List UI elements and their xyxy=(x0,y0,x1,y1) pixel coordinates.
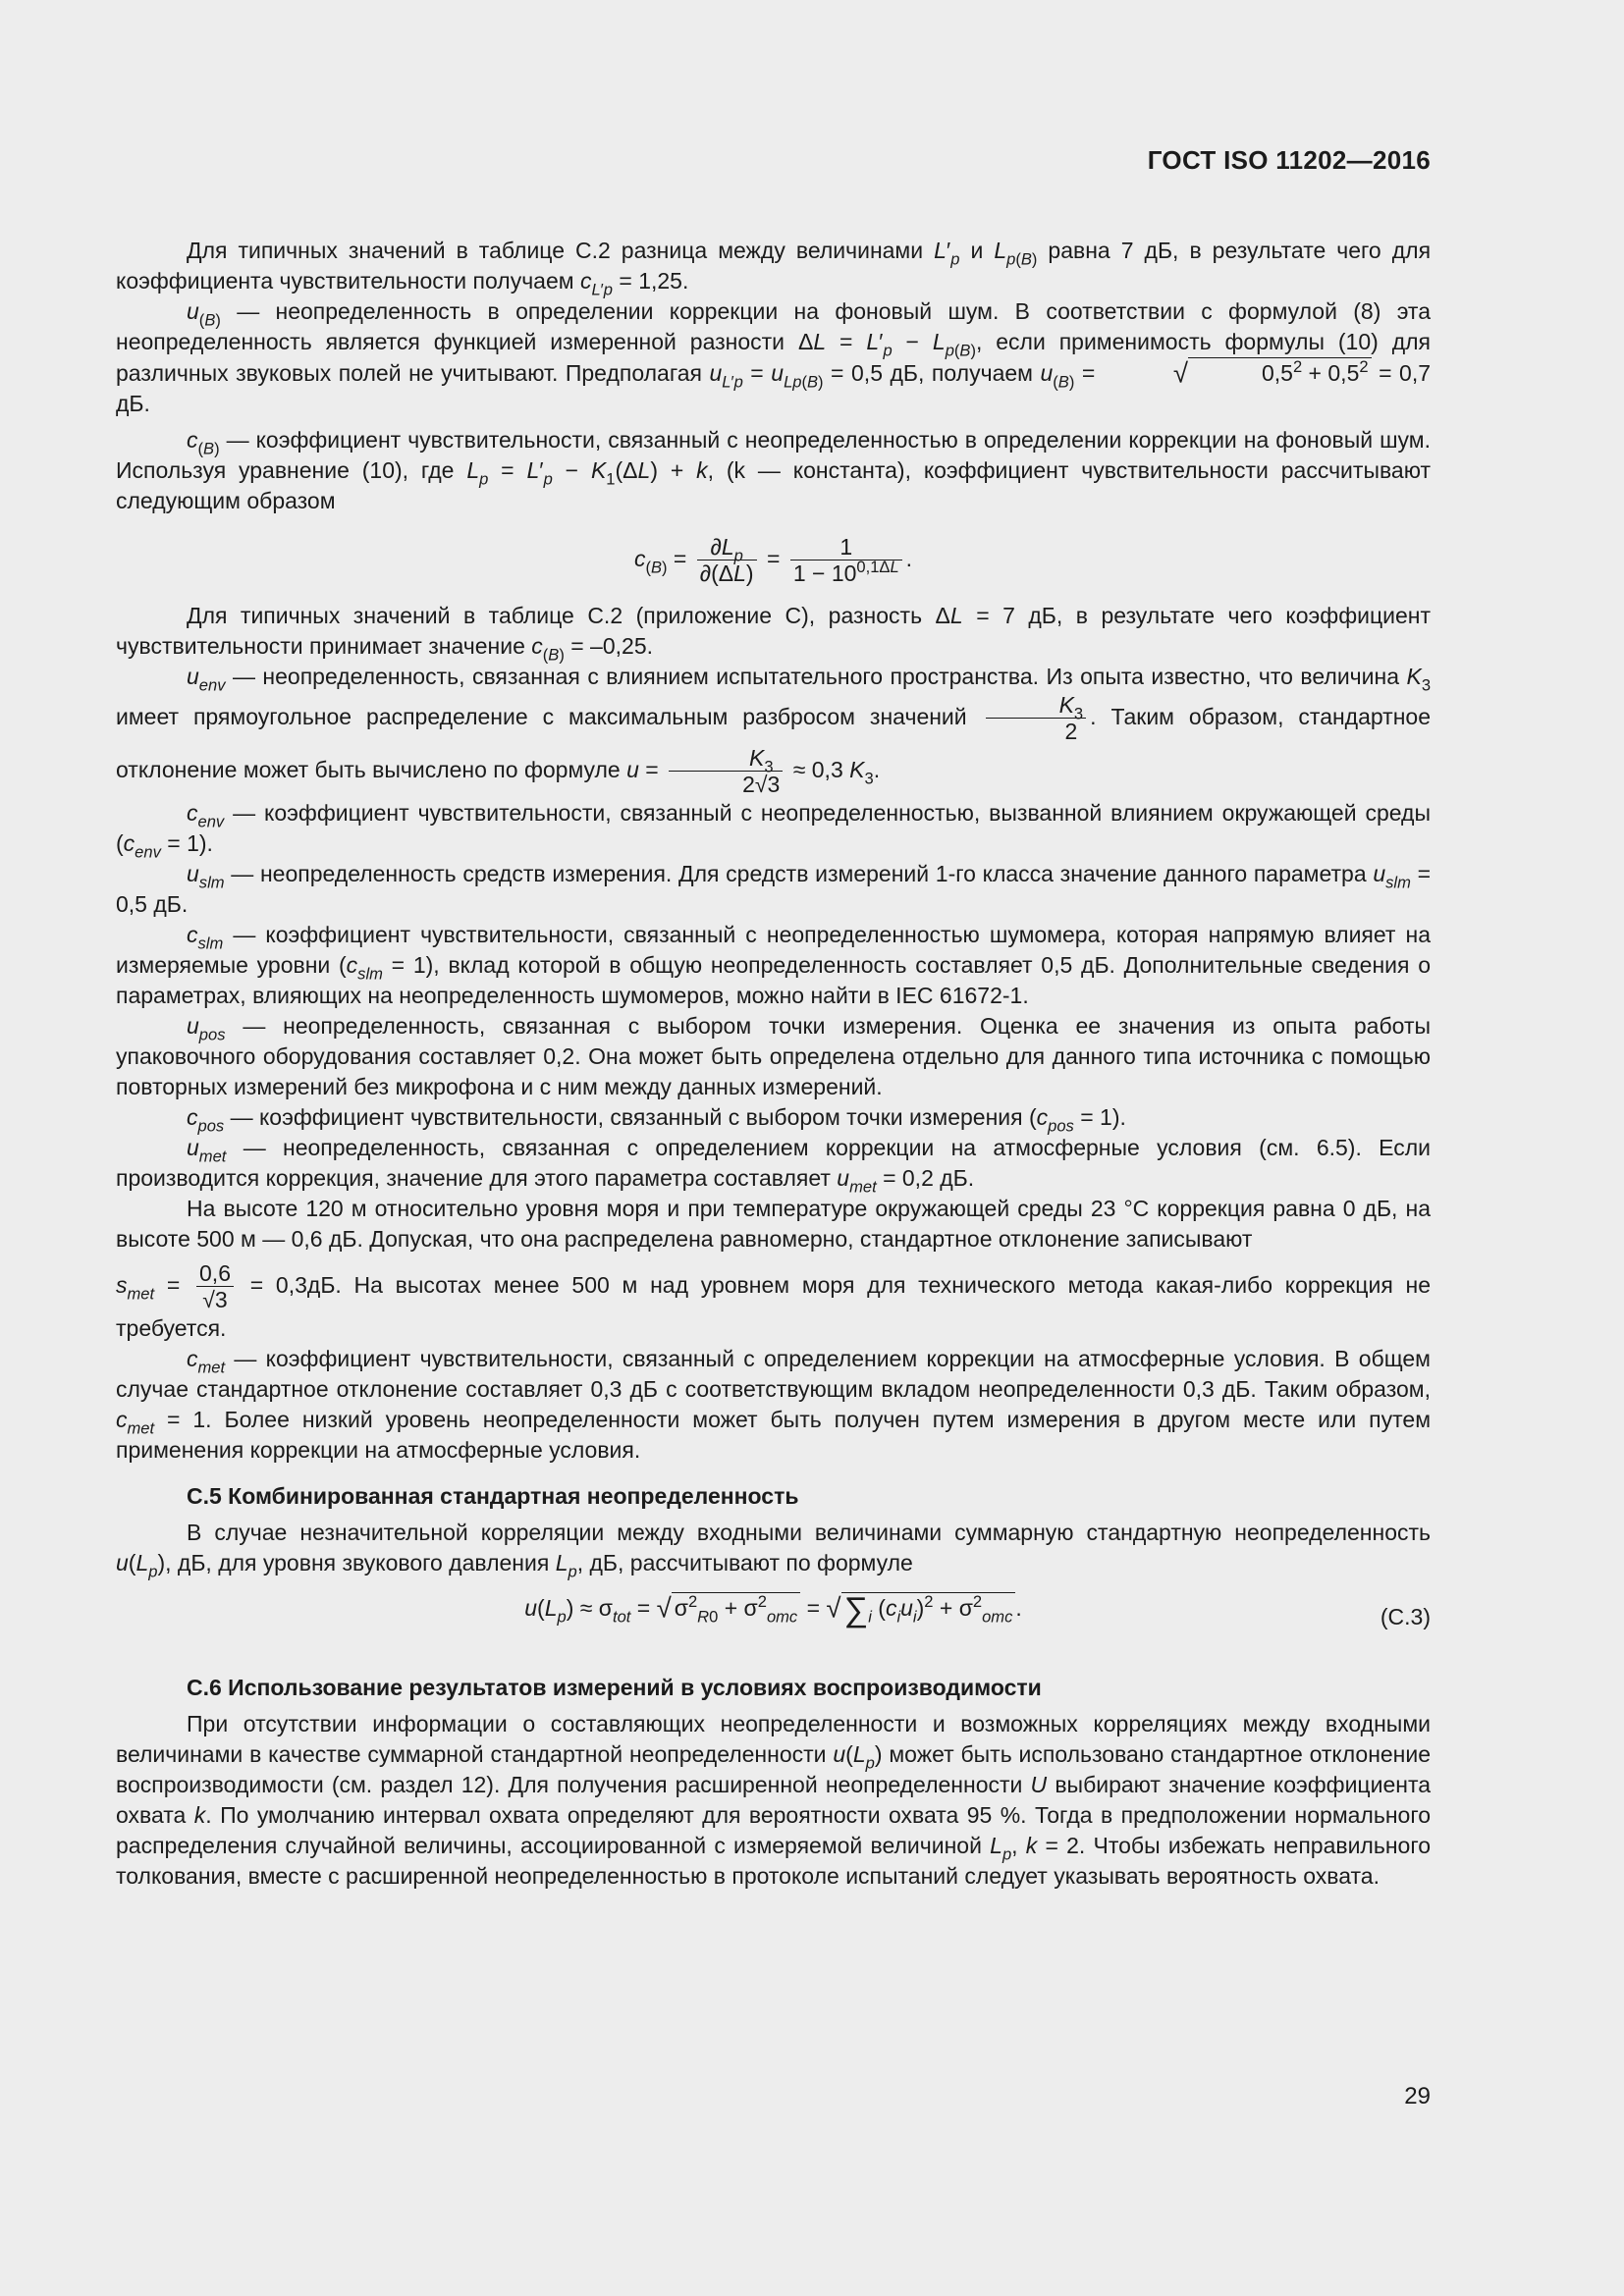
document-content xyxy=(116,236,1431,1892)
paragraph-s-met: $s_{met}$ = $\frac{0,6}{√3}$ = 0,3дБ. На высотах менее 500 м над уровнем моря для технического метода какая-либо коррекция не требуется. xyxy=(116,1259,1432,1341)
section-c5-paragraph: В случае незначительной корреляции между входными величинами суммарную стандартную неопределенность $u(L_p)$, дБ, для уровня звукового давления $L_p$, дБ, рассчитывают по формуле xyxy=(116,1519,1431,1580)
paragraph-u-slm: $u_{slm}$ — неопределенность средств измерения. Для средств измерений 1-го класса значение данного параметра $u_{slm} = 0,5$ дБ. xyxy=(116,860,1432,917)
paragraph-u-met: $u_{met}$ — неопределенность, связанная с определением коррекции на атмосферные условия (см. 6.5). Если производится коррекция, значение для этого параметра составляет $u_{met} = 0,2$ дБ. xyxy=(116,1134,1432,1196)
paragraph-c-slm: $c_{slm}$ — коэффициент чувствительности, связанный с неопределенностью шумомера, которая напрямую влияет на измеряемые уровни $(c_{slm} = 1)$, вклад которой в общую неопределенность составляет 0,5 дБ. Дополнительные сведения о параметрах, влияющих на неопределенность шумомеров, можно найти в IEC 61672-1. xyxy=(116,921,1432,1008)
section-c6-title: С.6 Использование результатов измерений в условиях воспроизводимости xyxy=(187,1674,1042,1700)
paragraph-c-met: $c_{met}$ — коэффициент чувствительности, связанный с определением коррекции на атмосферные условия. В общем случае стандартное отклонение составляет 0,3 дБ с соответствующим вкладом неопределенности 0,3 дБ. Таким образом, $c_{met} = 1$. Более низкий уровень неопределенности может быть получен путем измерения в другом месте или путем применения коррекции на атмосферные условия. xyxy=(116,1345,1432,1463)
paragraph-altitude: На высоте 120 м относительно уровня моря и при температуре окружающей среды 23 °С коррекция равна 0 дБ, на высоте 500 м — 0,6 дБ. Допуская, что она распределена равномерно, стандартное отклонение записывают xyxy=(116,1195,1431,1252)
paragraph-u-pos: $u_{pos}$ — неопределенность, связанная с выбором точки измерения. Оценка ее значения из опыта работы упаковочного оборудования составляет 0,2. Она может быть определена отдельно для данного типа источника с помощью повторных измерений без микрофона и с ним между данных измерений. xyxy=(116,1012,1432,1099)
paragraph-c-lp: Для типичных значений в таблице С.2 разница между величинами $L'_p$ и $L_{p(B)}$ равна 7 дБ, в результате чего для коэффициента чувствительности получаем $c_{L'p} = 1,25$. xyxy=(116,238,1432,299)
document-header: ГОСТ ISO 11202—2016 xyxy=(1147,145,1431,175)
paragraph-c-b: $c_{(B)}$ — коэффициент чувствительности, связанный с неопределенностью в определении коррекции на фоновый шум. Используя уравнение (10), где $L_p = L'_p - K_1(\Delta L) + k$, (k — константа), коэффициент чувствительности рассчитывают следующим образом xyxy=(116,427,1432,513)
paragraph-typical-values: Для типичных значений в таблице С.2 (приложение С), разность ΔL = 7 дБ, в результате чего коэффициент чувствительности принимает значение $c_{(B)} = -0,25$. xyxy=(116,602,1432,665)
section-c5-title: С.5 Комбинированная стандартная неопределенность xyxy=(187,1482,799,1509)
paragraph-u-env: $u_{env}$ — неопределенность, связанная с влиянием испытательного пространства. Из опыта известно, что величина $K_3$ имеет прямоугольное распределение с максимальным разбросом значений $\frac{K_3}{2}$ . Таким образом, стандартное отклонение может быть вычислено по формуле u = $\frac{K_3}{2√3}$ ≈ 0,3 $K_3$. xyxy=(116,663,1432,798)
paragraph-u-b: $u_{(B)}$ — неопределенность в определении коррекции на фоновый шум. В соответствии с формулой (8) эта неопределенность является функцией измеренной разности $\Delta L = L'_p - L_{p(B)}$, если применимость формулы (10) для различных звуковых полей не учитывают. Предполагая $u_{L'p} = u_{Lp(B)} = 0,5$ дБ, получаем $u_{(B)}$ = √ $0,5^2 + 0,5^2 = 0,7$ дБ. xyxy=(116,298,1431,416)
formula-c-b: $c_{(B)}$ = $\frac{\partial L_p}{\partial(\Delta L)}$ = $\frac{1}{1 - 10^{0,1\Delta L}}$ . xyxy=(633,534,913,587)
section-c6-paragraph: При отсутствии информации о составляющих неопределенности и возможных корреляциях между входными величинами в качестве суммарной стандартной неопределенности $u(L_p)$ может быть использовано стандартное отклонение воспроизводимости (см. раздел 12). Для получения расширенной неопределенности U выбирают значение коэффициента охвата k. По умолчанию интервал охвата определяют для вероятности охвата 95 %. Тогда в предположении нормального распределения случайной величины, ассоциированной с измеряемой величиной $L_p$, k = 2. Чтобы избежать неправильного толкования, вместе с расширенной неопределенностью в протоколе испытаний следует указывать вероятность охвата. xyxy=(116,1710,1432,1889)
paragraph-c-env: $c_{env}$ — коэффициент чувствительности, связанный с неопределенностью, вызванной влиянием окружающей среды $(c_{env} = 1)$. xyxy=(116,799,1432,861)
page-number: 29 xyxy=(1404,2083,1431,2109)
equation-number: (С.3) xyxy=(1380,1603,1431,1629)
formula-c3: $u(L_p) \approx \sigma_{tot}$ = √ $\sigma^2_{R0} + \sigma^2_{omc} = √\sum_i$ $(c_iu_i)^2 + \sigma^2_{omc}$ . (С.3) xyxy=(116,1592,1431,1626)
paragraph-c-pos: $c_{pos}$ — коэффициент чувствительности, связанный с выбором точки измерения $(c_{pos} = 1)$. xyxy=(187,1103,1126,1135)
